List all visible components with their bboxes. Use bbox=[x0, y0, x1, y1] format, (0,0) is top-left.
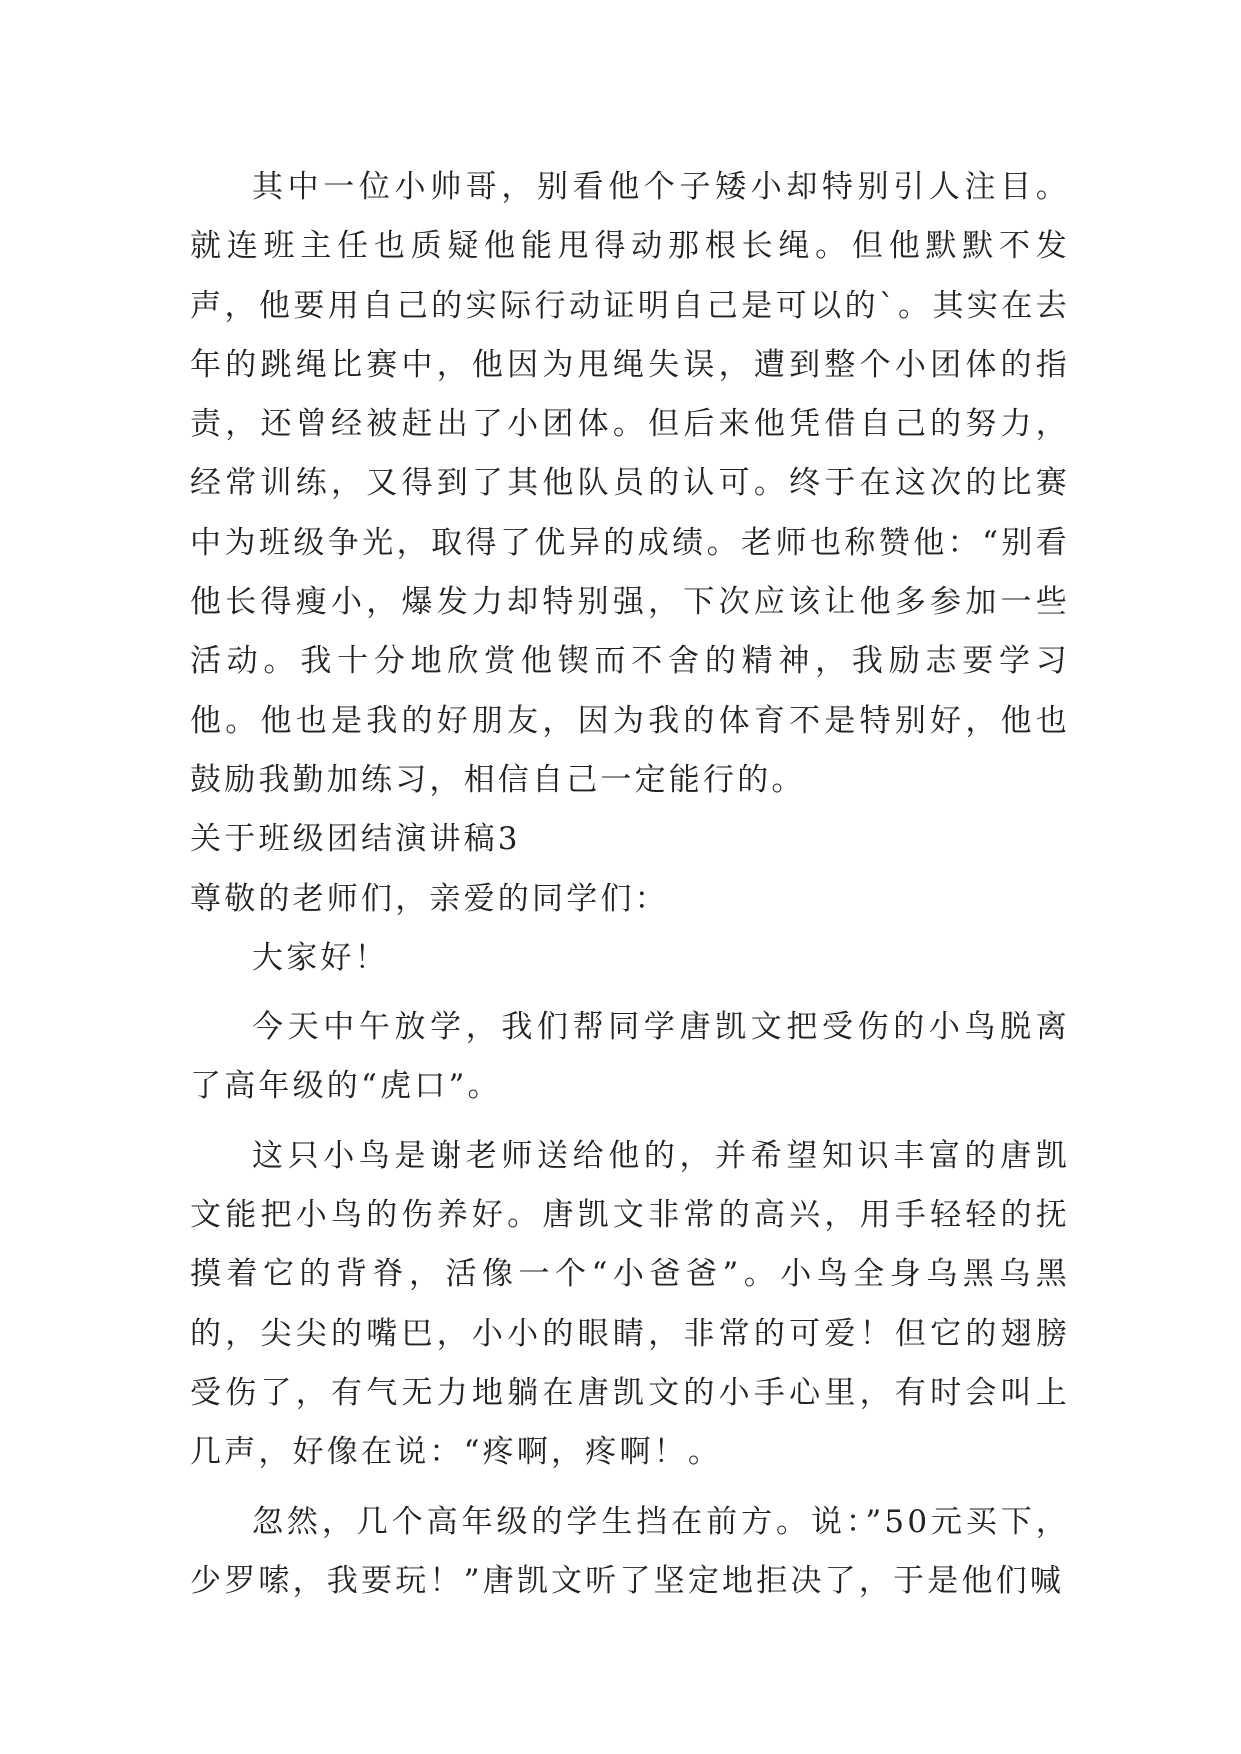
paragraph-older-students: 忽然，几个高年级的学生挡在前方。说：”50元买下，少罗嗦，我要玩！”唐凯文听了坚定地拒决了，于是他们喊 bbox=[190, 1503, 1070, 1599]
paragraph-bird-description: 这只小鸟是谢老师送给他的，并希望知识丰富的唐凯文能把小鸟的伤养好。唐凯文非常的高兴，用手轻轻的抚摸着它的背脊，活像一个“小爸爸”。小鸟全身乌黑乌黑的，尖尖的嘴巴，小小的眼睛，非常的可爱！但它的翅膀受伤了，有气无力地躺在唐凯文的小手心里，有时会叫上几声，好像在说：“疼啊，疼啊！。 bbox=[190, 1137, 1070, 1471]
section-heading: 关于班级团结演讲稿3 bbox=[190, 821, 521, 858]
salutation: 尊敬的老师们，亲爱的同学们： bbox=[190, 880, 669, 917]
paragraph-rescue-bird: 今天中午放学，我们帮同学唐凯文把受伤的小鸟脱离了高年级的“虎口”。 bbox=[190, 1009, 1070, 1105]
paragraph-handsome-boy: 其中一位小帅哥，别看他个子矮小却特别引人注目。就连班主任也质疑他能甩得动那根长绳。但他默默不发声，他要用自己的实际行动证明自己是可以的`。其实在去年的跳绳比赛中，他因为甩绳失误，遭到整个小团体的指责，还曾经被赶出了小团体。但后来他凭借自己的努力，经常训练，又得到了其他队员的认可。终于在这次的比赛中为班级争光，取得了优异的成绩。老师也称赞他：“别看他长得瘦小，爆发力却特别强，下次应该让他多参加一些活动。我十分地欣赏他锲而不舍的精神，我励志要学习他。他也是我的好朋友，因为我的体育不是特别好，他也鼓励我勤加练习，相信自己一定能行的。 bbox=[190, 169, 1070, 798]
document-body bbox=[190, 158, 1070, 1611]
greeting: 大家好！ bbox=[252, 939, 389, 976]
